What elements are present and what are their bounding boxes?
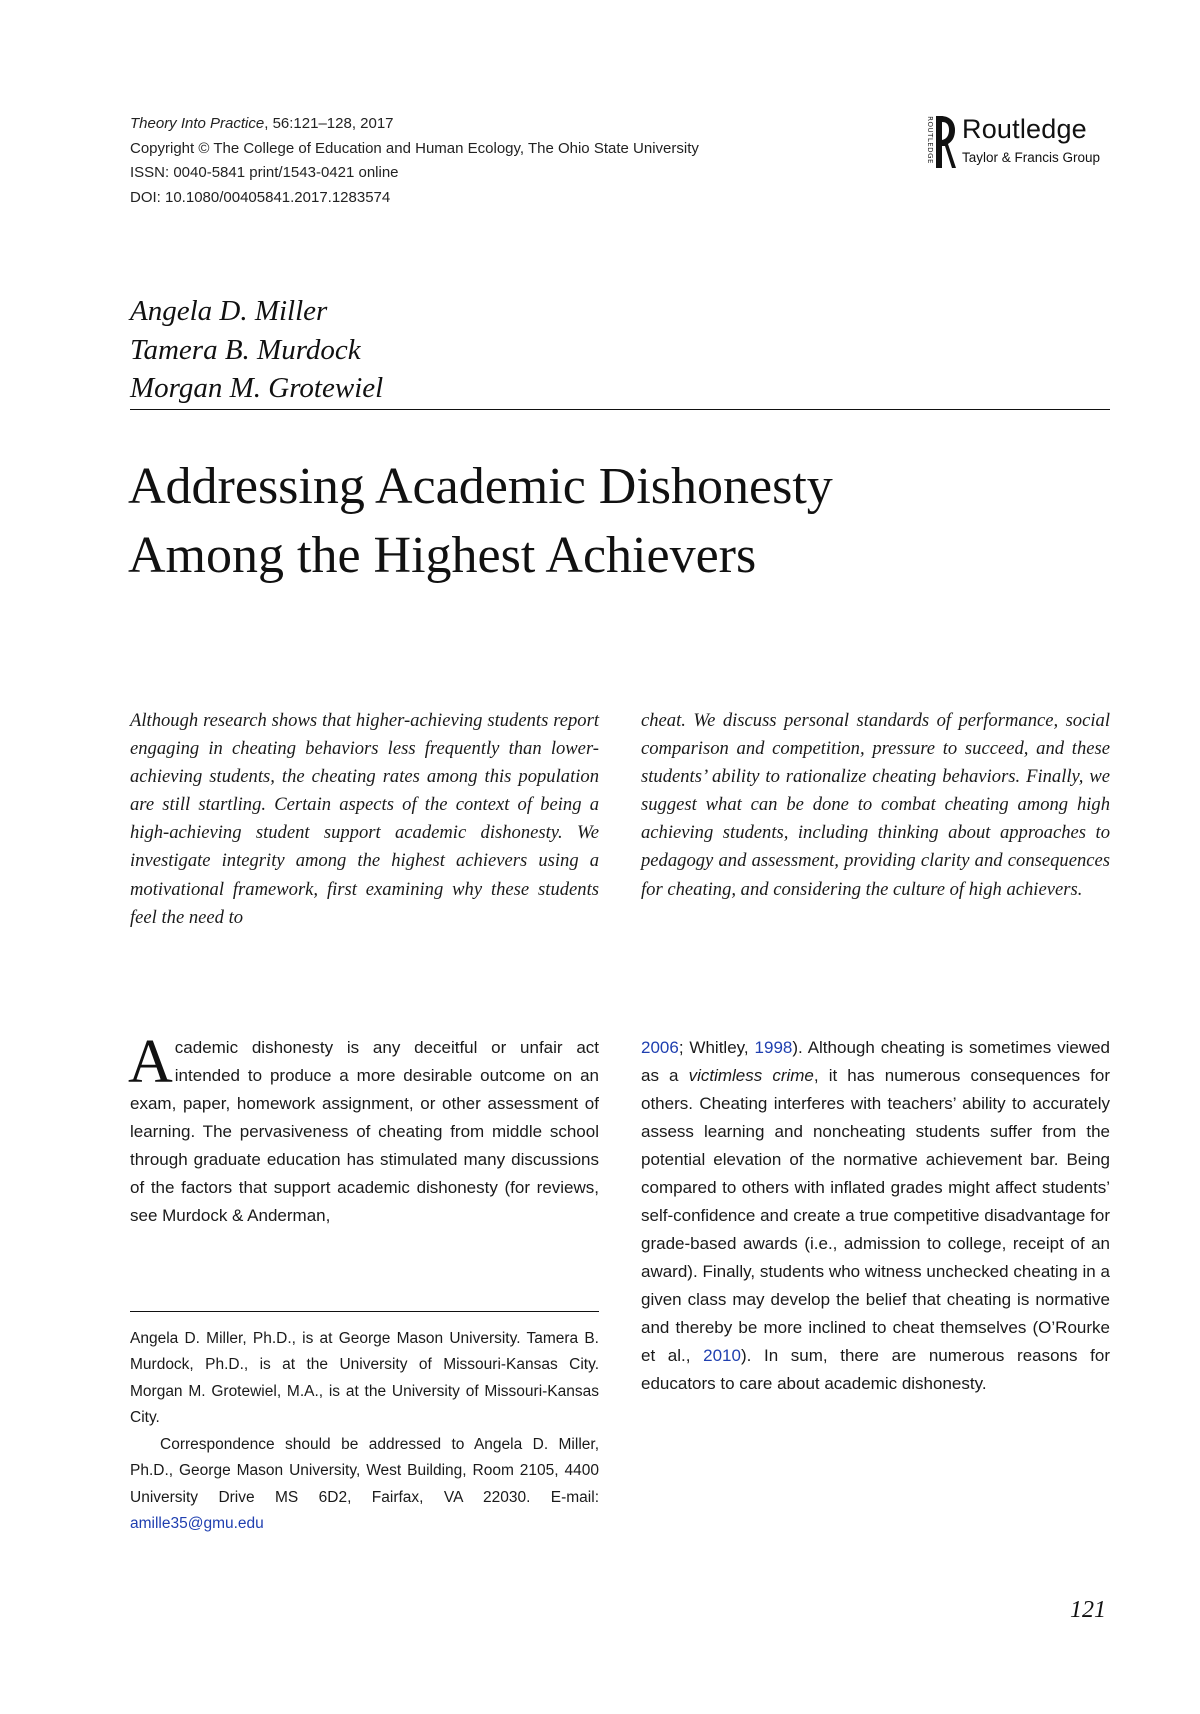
body-text-segment: ; Whitley, [678, 1038, 755, 1057]
body-text-segment: ). In sum, there are numerous reasons for educators to care about academic dishonesty. [641, 1346, 1110, 1393]
journal-metadata [130, 112, 699, 210]
email-link[interactable]: amille35@gmu.edu [130, 1515, 264, 1533]
copyright-line: Copyright © The College of Education and Human Ecology, The Ohio State University [130, 139, 699, 157]
doi-line: DOI: 10.1080/00405841.2017.1283574 [130, 188, 391, 206]
abstract-left-column: Although research shows that higher-achieving students report engaging in cheating behaviors less frequently than lower-achieving students, the cheating rates among this population are still startling. Certain aspects of the context of being a high-achieving student support academic dishonesty. We investigate integrity among the highest achievers using a motivational framework, first examining why these students feel the need to [130, 710, 599, 928]
citation-link-2006[interactable]: 2006 [641, 1038, 679, 1057]
journal-citation-line [130, 112, 699, 137]
body-right-column [641, 1034, 1110, 1398]
correspondence-text: Correspondence should be addressed to Angela D. Miller, Ph.D., George Mason University, West Building, Room 2105, 4400 University Drive MS 6D2, Fairfax, VA 22030. E-mail: [130, 1436, 599, 1506]
author-affiliations-footnote: Angela D. Miller, Ph.D., is at George Mason University. Tamera B. Murdock, Ph.D., is at the University of Missouri-Kansas City. Morgan M. Grotewiel, M.A., is at the University of Missouri-Kansas City. [130, 1330, 599, 1427]
title-line: Addressing Academic Dishonesty [128, 458, 833, 515]
article-title [128, 452, 1108, 590]
author-name: Morgan M. Grotewiel [130, 372, 384, 404]
header-divider [130, 409, 1110, 410]
journal-name: Theory Into Practice [130, 115, 265, 132]
author-name: Angela D. Miller [130, 295, 328, 327]
publisher-group: Taylor & Francis Group [962, 150, 1101, 165]
body-text-segment: ). Although cheating is sometimes viewed as a [641, 1038, 1111, 1085]
publisher-logo [920, 112, 1120, 172]
issn-line: ISSN: 0040-5841 print/1543-0421 online [130, 164, 399, 181]
body-text-segment: , it has numerous consequences for others. Cheating interferes with teachers’ ability to accurately assess learning and noncheating students suffer from the potential elevation of the normative achievement bar. Being compared to others with inflated grades might affect students’ self-confidence and create a true competitive disadvantage for grade-based awards (i.e., admission to college, receipt of an award). Finally, students who witness unchecked cheating in a given class may develop the belief that cheating is normative and thereby be more inclined to cheat themselves (O’Rourke et al., [641, 1066, 1110, 1365]
page-number: 121 [1070, 1597, 1106, 1623]
author-list [130, 292, 383, 408]
abstract-right-column: cheat. We discuss personal standards of performance, social comparison and competition, pressure to succeed, and these students’ ability to rationalize cheating behaviors. Finally, we suggest what can be done to combat cheating among high achieving students, including thinking about approaches to pedagogy and assessment, providing clarity and consequences for cheating, and considering the culture of high achievers. [641, 710, 1110, 900]
body-left-column [128, 1028, 599, 1230]
emphasized-term: victimless crime [688, 1066, 814, 1085]
correspondence-footnote [130, 1432, 599, 1538]
journal-volume-pages: , 56:121–128, 2017 [264, 115, 394, 132]
citation-link-1998[interactable]: 1998 [754, 1038, 793, 1057]
body-left-text: cademic dishonesty is any deceitful or unfair act intended to produce a more desirable outcome on an exam, paper, homework assignment, or other assessment of learning. The pervasiveness of cheating from middle school through graduate education has stimulated many discussions of the factors that support academic dishonesty (for reviews, see Murdock & Anderman, [130, 1038, 599, 1225]
title-line: Among the Highest Achievers [128, 527, 757, 584]
publisher-vertical-text: ROUTLEDGE [925, 116, 934, 164]
footnote-divider [130, 1311, 599, 1312]
author-name: Tamera B. Murdock [130, 333, 361, 366]
publisher-name: Routledge [962, 114, 1087, 144]
drop-cap: A [128, 1028, 173, 1096]
citation-link-2010[interactable]: 2010 [703, 1346, 741, 1365]
